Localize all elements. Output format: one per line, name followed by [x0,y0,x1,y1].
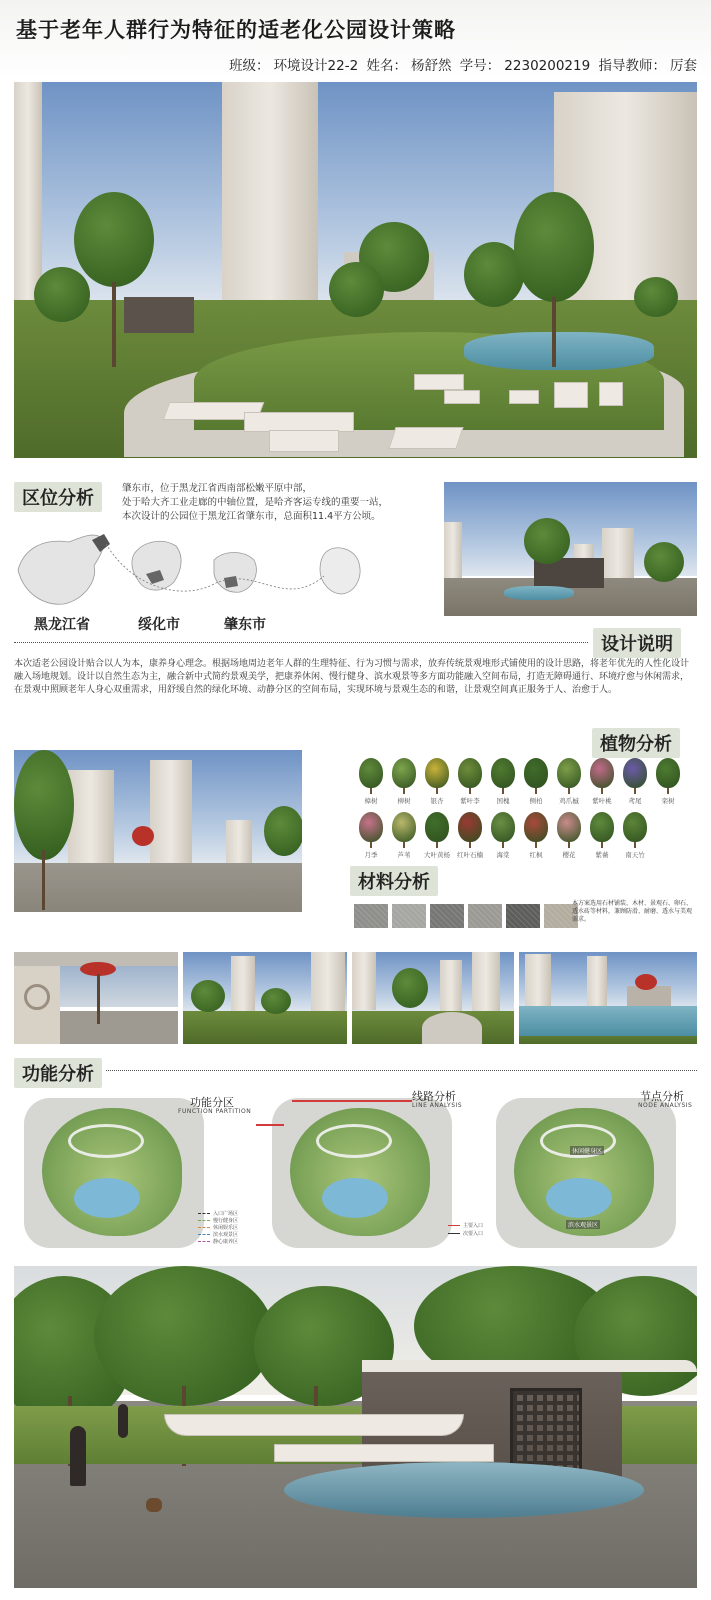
class-label: 班级： [229,58,270,74]
path-render [352,952,514,1044]
design-text: 本次适老公园设计贴合以人为本，康养身心理念。根据场地周边老年人群的生理特征、行为习惯与需求，放弃传统景观堆形式铺使用的设计思路，将老年优先的人性化设计融入场地规划。设计以自然生态为主，融合新中式简约景观美学，把康养休闲、慢行健身、滨水观景等多方面功能融入空间布局，打造无障碍通行、环境疗愈与休闲需求，在景观中照顾老年人身心双重需求，用舒缓自然的绿化环境、动静分区的空间布局，实现环境与景观生态的和谐，让景观空间真正服务于人、治愈于人。 [14,659,690,695]
plant-name: 大叶黄杨 [424,851,450,859]
plant-icon [458,812,482,842]
plant-name: 紫叶李 [460,797,480,805]
route-legend-item: 次要入口 [448,1230,483,1237]
plant-name: 栾树 [661,797,675,805]
plant-name: 红叶石楠 [457,851,483,859]
plant-item [552,812,586,862]
plant-item [354,758,388,808]
location-line: 肇东市，位于黑龙江省西南部松嫩平原中部， [122,483,313,494]
plant-icon [491,812,515,842]
plant-icon [524,758,548,788]
person-figure-icon [118,1404,128,1438]
location-line: 处于哈大齐工业走廊的中轴位置，是哈齐客运专线的重要一站， [122,497,389,508]
plant-name: 紫叶桃 [592,797,612,805]
heading-materials: 材料分析 [350,866,438,896]
route-plan [262,1090,467,1250]
heilongjiang-map-icon [132,541,181,590]
plan-title: 线路分析 [412,1090,456,1103]
heading-design: 设计说明 [593,628,681,658]
plant-icon [524,812,548,842]
plant-icon [359,758,383,788]
plant-name: 芦苇 [397,851,411,859]
plan-subtitle: FUNCTION PARTITION [178,1108,252,1115]
material-swatch [392,904,426,928]
location-maps [14,530,374,610]
plant-name: 樟树 [364,797,378,805]
city-label: 黑龙江省 [34,617,90,633]
zhaodong-map-icon [320,548,360,594]
city-label: 绥化市 [138,617,180,633]
location-line: 本次设计的公园位于黑龙江省肇东市，总面积11.4平方公顷。 [122,511,381,522]
plant-icon [656,758,680,788]
node-label: 休闲健身区 [572,1148,603,1155]
plant-item [519,758,553,808]
city-label: 肇东市 [224,617,266,633]
plant-name: 鸡爪槭 [559,797,579,805]
plant-icon [425,758,449,788]
plan-title: 节点分析 [640,1090,684,1103]
route-line-icon [292,1100,412,1102]
plant-icon [392,812,416,842]
legend-item: 慢行健身区 [198,1217,238,1224]
node-plan [486,1090,691,1250]
plant-item [552,758,586,808]
plant-name: 紫薇 [595,851,609,859]
plant-icon [590,758,614,788]
plant-icon [359,812,383,842]
plant-item [486,812,520,862]
name-label: 姓名： [366,58,407,74]
plant-item [387,812,421,862]
material-swatch [354,904,388,928]
id-value: 2230200219 [504,58,591,74]
advisor-label: 指导教师： [598,58,666,74]
plant-item [354,812,388,862]
student-info [225,54,697,74]
legend-item: 静心康养区 [198,1238,238,1245]
plan-subtitle: LINE ANALYSIS [412,1102,463,1109]
plant-icon [590,812,614,842]
lake-render [519,952,697,1044]
legend-item: 入口广场区 [198,1210,238,1217]
route-legend-item: 主要入口 [448,1222,483,1229]
plant-name: 柳树 [397,797,411,805]
pavilion-render [14,952,178,1044]
plant-icon [557,758,581,788]
plant-item [585,758,619,808]
divider-line [106,1070,697,1071]
plant-name: 海棠 [496,851,510,859]
plant-icon [491,758,515,788]
class-value: 环境设计22-2 [273,58,359,74]
material-swatch [430,904,464,928]
plant-icon [623,812,647,842]
person-figure-icon [70,1426,86,1486]
plant-item [420,758,454,808]
location-render [444,482,697,616]
plant-name: 南天竹 [625,851,645,859]
legend-item: 休闲娱乐区 [198,1224,238,1231]
plant-item [618,812,652,862]
name-value: 杨舒然 [411,58,452,74]
plant-item [618,758,652,808]
plan-subtitle: NODE ANALYSIS [638,1102,693,1109]
plant-name: 鸢尾 [628,797,642,805]
legend-item: 滨水观景区 [198,1231,238,1238]
plant-name: 银杏 [430,797,444,805]
heading-plants: 植物分析 [592,728,680,758]
material-swatch [468,904,502,928]
location-text [122,482,442,524]
plant-name: 樱花 [562,851,576,859]
plant-icon [623,758,647,788]
plant-icon [425,812,449,842]
plan-title: 功能分区 [190,1096,234,1109]
advisor-value: 厉套 [670,58,697,74]
plant-item [651,758,685,808]
dog-figure-icon [146,1498,162,1512]
plant-icon [392,758,416,788]
node-label: 滨水观景区 [568,1222,599,1229]
plant-item [519,812,553,862]
entry-arrow-icon [256,1124,284,1126]
plant-item [585,812,619,862]
plant-name: 侧柏 [529,797,543,805]
plant-icon [458,758,482,788]
plant-icon [557,812,581,842]
material-swatch [506,904,540,928]
plant-name: 红枫 [529,851,543,859]
material-note: 本方案选用石材铺装、木材、景观石、卵石、透水砖等材料，兼顾防滑、耐磨、透水与美观需求。 [572,900,693,923]
divider-line [14,642,588,643]
china-map-icon [18,535,103,604]
plant-item [486,758,520,808]
heading-function: 功能分析 [14,1058,102,1088]
plaza-render [14,750,302,912]
plant-item [453,758,487,808]
plant-item [453,812,487,862]
plant-item [420,812,454,862]
heading-location: 区位分析 [14,482,102,512]
lawn-render [183,952,347,1044]
plant-name: 国槐 [496,797,510,805]
hero-render [14,82,697,458]
plant-item [387,758,421,808]
page-title: 基于老年人群行为特征的适老化公园设计策略 [16,18,456,42]
plant-name: 月季 [364,851,378,859]
entrance-render [14,1266,697,1588]
id-label: 学号： [459,58,501,74]
